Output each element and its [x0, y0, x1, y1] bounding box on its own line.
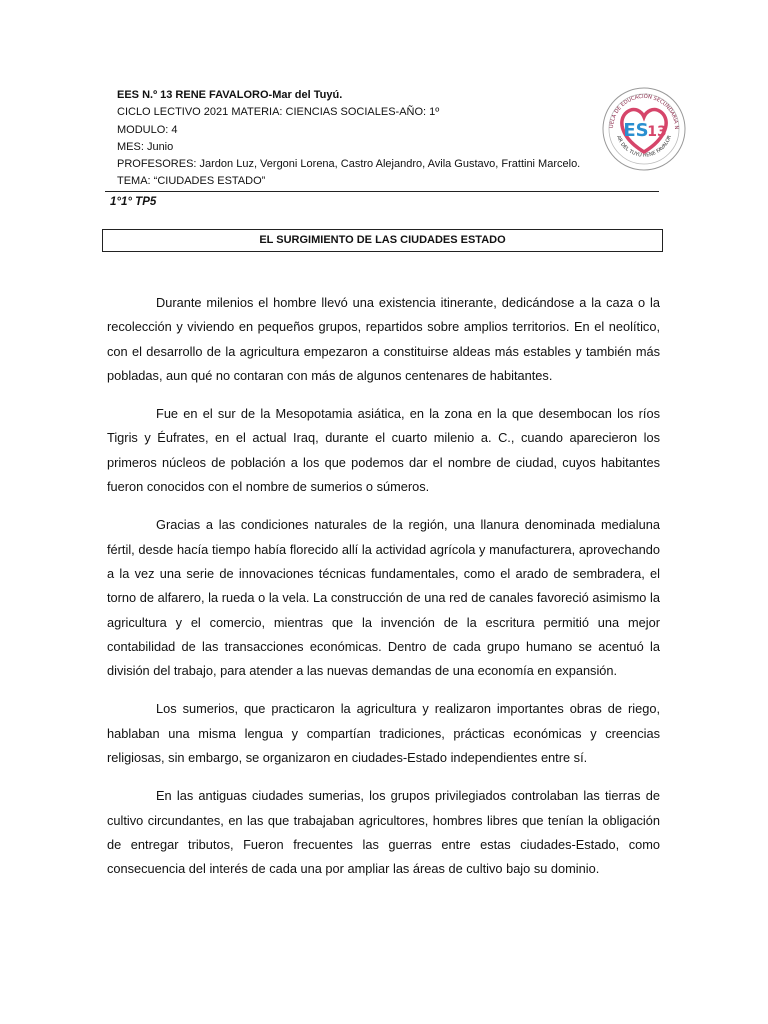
logo-bottom-text: AR DEL TUYÚ RENE FAVALOR: [615, 134, 673, 159]
paragraph: En las antiguas ciudades sumerias, los grupos privilegiados controlaban las tierras de cultivo circundantes, en las que trabajaban agricultores, hombres libres que tenían la obligación de entregar tributos, Fueron frecuentes las guerras entre estas ciudades-Estado, como consecuencia del interés de cada una por ampliar las áreas de cultivo bajo su dominio.: [107, 788, 660, 877]
document-header: [117, 87, 580, 191]
logo-ring-text: UELA DE EDUCACIÓN SECUNDARIA N: [608, 93, 680, 130]
paragraph: Fue en el sur de la Mesopotamia asiática, en la zona en la que desembocan los ríos Tigris y Éufrates, en el actual Iraq, durante el cuarto milenio a. C., cuando aparecieron los primeros núcleos de población a los que podemos dar el nombre de ciudad, cuyos habitantes fueron conocidos con el nombre de sumerios o súmeros.: [107, 406, 660, 495]
paragraph: Gracias a las condiciones naturales de la región, una llanura denominada medialuna fértil, desde hacía tiempo había florecido allí la actividad agrícola y manufacturera, aprovechando a la vez una serie de innovaciones técnicas fundamentales, como el arado de sembradera, el torno de alfarero, la rueda o la vela. La construcción de una red de canales favoreció asimismo la agricultura y el comercio, mientras que la invención de la escritura permitió una mejor contabilidad de las transacciones económicas. Dentro de cada grupo humano se acentuó la división del trabajo, para atender a las nuevas demandas de una economía en expansión.: [107, 517, 660, 679]
document-title: EL SURGIMIENTO DE LAS CIUDADES ESTADO: [102, 229, 663, 252]
school-name: EES N.º 13 RENE FAVALORO-Mar del Tuyú.: [117, 89, 343, 101]
logo-number: 13: [647, 124, 667, 140]
paragraph: Durante milenios el hombre llevó una existencia itinerante, dedicándose a la caza o la recolección y viviendo en pequeños grupos, repartidos sobre amplios territorios. En el neolítico, con el desarrollo de la agricultura empezaron a constituirse aldeas más estables y también más pobladas, aun qué no contaran con más de algunos centenares de habitantes.: [107, 295, 660, 383]
logo-letters: ES: [623, 120, 649, 141]
module-line: MODULO: 4: [117, 123, 178, 136]
school-logo: [601, 86, 687, 172]
header-divider: [105, 191, 659, 192]
topic-line: TEMA: “CIUDADES ESTADO”: [117, 175, 266, 188]
course-label: 1°1° TP5: [110, 196, 157, 208]
teachers-line: PROFESORES: Jardon Luz, Vergoni Lorena, Castro Alejandro, Avila Gustavo, Frattini Marcelo.: [117, 158, 581, 171]
school-logo-graphic: [601, 86, 687, 172]
paragraph: Los sumerios, que practicaron la agricultura y realizaron importantes obras de riego, hablaban una misma lengua y compartían tradiciones, prácticas económicas y creencias religiosas, sin embargo, se organizaron en ciudades-Estado independientes entre sí.: [107, 701, 660, 766]
cycle-subject-line: CICLO LECTIVO 2021 MATERIA: CIENCIAS SOCIALES-AÑO: 1º: [117, 106, 440, 119]
month-line: MES: Junio: [117, 140, 174, 153]
body-text: [107, 291, 660, 896]
